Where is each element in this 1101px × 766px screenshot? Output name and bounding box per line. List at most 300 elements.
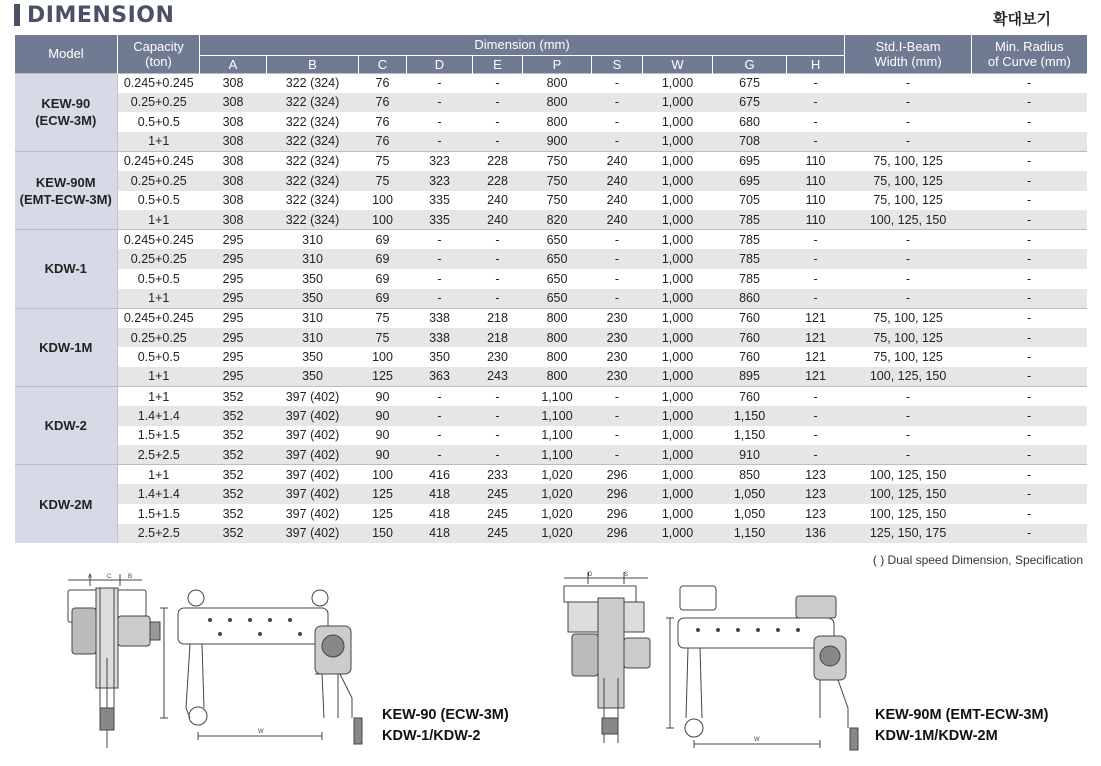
table-cell: - <box>972 289 1087 309</box>
table-cell: 800 <box>523 328 592 348</box>
table-cell: 708 <box>713 132 787 152</box>
table-cell: - <box>787 269 845 289</box>
table-cell: 121 <box>787 367 845 387</box>
table-cell: 308 <box>200 151 267 171</box>
table-row <box>15 426 1087 446</box>
model-name-line: (ECW-3M) <box>35 113 97 129</box>
table-cell: 0.25+0.25 <box>118 249 200 269</box>
table-row <box>15 465 1087 485</box>
table-cell: 650 <box>523 230 592 250</box>
table-cell: 397 (402) <box>267 484 359 504</box>
header-dim-e: E <box>473 55 523 73</box>
table-row <box>15 112 1087 132</box>
table-cell: 397 (402) <box>267 524 359 544</box>
table-cell: 322 (324) <box>267 132 359 152</box>
table-row <box>15 191 1087 211</box>
table-cell: 800 <box>523 308 592 328</box>
table-cell: - <box>592 269 643 289</box>
table-cell: 0.25+0.25 <box>118 93 200 113</box>
table-cell: 1+1 <box>118 465 200 485</box>
table-cell: - <box>845 445 972 465</box>
table-row <box>15 289 1087 309</box>
table-cell: 800 <box>523 347 592 367</box>
svg-text:W: W <box>754 737 760 743</box>
table-cell: 1,150 <box>713 406 787 426</box>
table-cell: 352 <box>200 387 267 407</box>
table-cell: - <box>473 387 523 407</box>
header-capacity <box>118 35 200 73</box>
right-drawing-caption <box>875 705 1048 747</box>
table-cell: 418 <box>407 524 473 544</box>
table-cell: 75 <box>359 308 407 328</box>
table-cell: 76 <box>359 132 407 152</box>
table-cell: 760 <box>713 387 787 407</box>
table-cell: - <box>407 249 473 269</box>
table-cell: - <box>972 230 1087 250</box>
table-cell: - <box>972 387 1087 407</box>
table-cell: 322 (324) <box>267 151 359 171</box>
table-cell: - <box>972 328 1087 348</box>
table-cell: 322 (324) <box>267 171 359 191</box>
model-cell <box>15 230 118 308</box>
table-cell: 76 <box>359 112 407 132</box>
model-name-line: KDW-1M <box>39 339 93 355</box>
table-cell: - <box>845 93 972 113</box>
table-cell: - <box>972 406 1087 426</box>
table-cell: 820 <box>523 210 592 230</box>
table-row <box>15 406 1087 426</box>
table-cell: - <box>787 445 845 465</box>
table-cell: 123 <box>787 465 845 485</box>
table-cell: 1,100 <box>523 387 592 407</box>
table-row <box>15 93 1087 113</box>
table-cell: 75, 100, 125 <box>845 151 972 171</box>
header-radius-line1: Min. Radius <box>995 38 1064 54</box>
table-cell: 310 <box>267 308 359 328</box>
table-cell: - <box>473 132 523 152</box>
table-cell: 675 <box>713 93 787 113</box>
table-cell: - <box>972 171 1087 191</box>
table-cell: 121 <box>787 347 845 367</box>
table-cell: 240 <box>592 191 643 211</box>
header-dim-c: C <box>359 55 407 73</box>
table-cell: 352 <box>200 426 267 446</box>
table-row <box>15 210 1087 230</box>
table-cell: 352 <box>200 406 267 426</box>
table-cell: 125 <box>359 367 407 387</box>
table-cell: 295 <box>200 308 267 328</box>
table-cell: 218 <box>473 328 523 348</box>
table-cell: 1,020 <box>523 524 592 544</box>
table-cell: 308 <box>200 132 267 152</box>
model-name-line: KDW-2 <box>44 418 87 434</box>
table-row <box>15 230 1087 250</box>
table-cell: 1,000 <box>643 171 713 191</box>
table-cell: 1,000 <box>643 132 713 152</box>
table-cell: 240 <box>592 210 643 230</box>
table-cell: 352 <box>200 504 267 524</box>
table-cell: 295 <box>200 328 267 348</box>
table-cell: 650 <box>523 269 592 289</box>
table-cell: 295 <box>200 289 267 309</box>
table-cell: 695 <box>713 171 787 191</box>
table-cell: 785 <box>713 210 787 230</box>
table-cell: 125 <box>359 484 407 504</box>
table-cell: 245 <box>473 504 523 524</box>
drawing-kew-90m-kdw-m <box>558 568 870 756</box>
table-cell: 0.5+0.5 <box>118 347 200 367</box>
table-cell: 1,020 <box>523 504 592 524</box>
table-cell: - <box>972 93 1087 113</box>
table-cell: 1,150 <box>713 426 787 446</box>
table-cell: 352 <box>200 524 267 544</box>
table-cell: 397 (402) <box>267 445 359 465</box>
table-cell: 1,050 <box>713 484 787 504</box>
table-cell: 100, 125, 150 <box>845 504 972 524</box>
table-cell: - <box>787 289 845 309</box>
table-cell: 75 <box>359 151 407 171</box>
table-cell: 0.5+0.5 <box>118 269 200 289</box>
model-cell <box>15 308 118 386</box>
table-cell: 296 <box>592 504 643 524</box>
table-cell: 123 <box>787 484 845 504</box>
table-cell: 75, 100, 125 <box>845 308 972 328</box>
table-cell: 230 <box>592 347 643 367</box>
table-cell: - <box>592 289 643 309</box>
table-cell: 1.5+1.5 <box>118 504 200 524</box>
table-cell: 397 (402) <box>267 406 359 426</box>
table-row <box>15 171 1087 191</box>
table-cell: 308 <box>200 93 267 113</box>
table-cell: 650 <box>523 249 592 269</box>
table-cell: 1,100 <box>523 406 592 426</box>
table-cell: - <box>407 269 473 289</box>
table-cell: 100 <box>359 465 407 485</box>
table-cell: 240 <box>592 171 643 191</box>
table-cell: 1.4+1.4 <box>118 406 200 426</box>
header-dimension: Dimension (mm) <box>200 35 845 55</box>
table-cell: 0.245+0.245 <box>118 308 200 328</box>
table-cell: 230 <box>592 367 643 387</box>
table-cell: 1,020 <box>523 484 592 504</box>
table-cell: - <box>592 112 643 132</box>
table-cell: 675 <box>713 73 787 93</box>
table-row <box>15 367 1087 387</box>
table-cell: - <box>473 93 523 113</box>
table-body <box>15 73 1087 543</box>
table-cell: - <box>972 465 1087 485</box>
table-cell: 350 <box>267 367 359 387</box>
model-cell <box>15 465 118 543</box>
table-cell: 69 <box>359 249 407 269</box>
header-dim-w: W <box>643 55 713 73</box>
table-cell: 850 <box>713 465 787 485</box>
table-cell: - <box>845 112 972 132</box>
table-cell: - <box>592 132 643 152</box>
table-cell: 1,000 <box>643 249 713 269</box>
table-cell: 228 <box>473 171 523 191</box>
table-cell: 240 <box>473 191 523 211</box>
table-row <box>15 484 1087 504</box>
header-dim-d: D <box>407 55 473 73</box>
table-cell: 760 <box>713 328 787 348</box>
table-cell: 230 <box>592 328 643 348</box>
table-cell: 240 <box>592 151 643 171</box>
header-radius-line2: of Curve (mm) <box>987 53 1071 69</box>
table-cell: 1,000 <box>643 112 713 132</box>
model-name-line: KDW-1 <box>44 261 87 277</box>
table-cell: 1,050 <box>713 504 787 524</box>
table-cell: - <box>972 249 1087 269</box>
table-cell: 100 <box>359 191 407 211</box>
table-cell: 295 <box>200 269 267 289</box>
table-cell: 1.4+1.4 <box>118 484 200 504</box>
table-cell: 418 <box>407 504 473 524</box>
table-cell: 750 <box>523 151 592 171</box>
table-cell: 228 <box>473 151 523 171</box>
table-cell: 338 <box>407 308 473 328</box>
model-name-line: KDW-2M <box>39 496 93 512</box>
table-cell: 90 <box>359 426 407 446</box>
table-cell: - <box>972 484 1087 504</box>
table-cell: - <box>845 73 972 93</box>
table-cell: 0.245+0.245 <box>118 151 200 171</box>
drawing-kew-90-kdw <box>60 568 370 756</box>
model-cell <box>15 387 118 465</box>
table-cell: 750 <box>523 191 592 211</box>
table-cell: 1+1 <box>118 289 200 309</box>
table-cell: - <box>592 387 643 407</box>
table-cell: - <box>407 387 473 407</box>
table-cell: 800 <box>523 112 592 132</box>
table-cell: 310 <box>267 230 359 250</box>
table-cell: 1,100 <box>523 445 592 465</box>
table-cell: - <box>845 406 972 426</box>
table-cell: 243 <box>473 367 523 387</box>
table-cell: 233 <box>473 465 523 485</box>
table-cell: 350 <box>407 347 473 367</box>
table-cell: 90 <box>359 406 407 426</box>
table-cell: 2.5+2.5 <box>118 445 200 465</box>
table-cell: 296 <box>592 484 643 504</box>
table-cell: 1,000 <box>643 328 713 348</box>
table-cell: 785 <box>713 269 787 289</box>
table-cell: 900 <box>523 132 592 152</box>
header-capacity-line1: Capacity <box>133 38 184 54</box>
table-cell: 296 <box>592 524 643 544</box>
table-cell: 350 <box>267 269 359 289</box>
table-cell: - <box>407 426 473 446</box>
table-cell: 110 <box>787 191 845 211</box>
table-cell: 100 <box>359 347 407 367</box>
svg-text:B: B <box>128 574 133 580</box>
table-cell: 90 <box>359 445 407 465</box>
table-cell: - <box>972 132 1087 152</box>
table-row <box>15 387 1087 407</box>
table-cell: 123 <box>787 504 845 524</box>
svg-text:C: C <box>107 574 112 580</box>
table-row <box>15 504 1087 524</box>
table-cell: 1+1 <box>118 387 200 407</box>
zoom-button[interactable]: 확대보기 <box>993 10 1051 28</box>
table-cell: 1,000 <box>643 426 713 446</box>
table-cell: 90 <box>359 387 407 407</box>
header-beam-width <box>845 35 972 73</box>
table-row <box>15 151 1087 171</box>
table-cell: - <box>407 230 473 250</box>
table-cell: 322 (324) <box>267 210 359 230</box>
table-cell: 0.245+0.245 <box>118 230 200 250</box>
table-cell: 230 <box>592 308 643 328</box>
table-cell: - <box>592 73 643 93</box>
table-cell: - <box>972 210 1087 230</box>
table-cell: 1,000 <box>643 151 713 171</box>
table-row <box>15 269 1087 289</box>
table-cell: - <box>592 406 643 426</box>
table-cell: 418 <box>407 484 473 504</box>
table-cell: 125, 150, 175 <box>845 524 972 544</box>
header-min-radius <box>972 35 1087 73</box>
table-cell: - <box>845 387 972 407</box>
table-cell: 352 <box>200 484 267 504</box>
table-cell: 1,150 <box>713 524 787 544</box>
dual-speed-note: ( ) Dual speed Dimension, Specification <box>872 553 1083 567</box>
table-cell: 245 <box>473 484 523 504</box>
table-cell: 75 <box>359 328 407 348</box>
header-model: Model <box>15 35 118 73</box>
dimension-table <box>14 35 1087 543</box>
table-cell: - <box>473 230 523 250</box>
table-row <box>15 249 1087 269</box>
page-title: DIMENSION <box>27 2 175 28</box>
table-cell: - <box>972 112 1087 132</box>
table-cell: 760 <box>713 347 787 367</box>
table-cell: - <box>972 524 1087 544</box>
svg-text:S: S <box>624 572 629 578</box>
table-cell: - <box>592 230 643 250</box>
table-cell: 230 <box>473 347 523 367</box>
table-cell: 1+1 <box>118 367 200 387</box>
table-cell: 125 <box>359 504 407 524</box>
table-cell: 308 <box>200 191 267 211</box>
table-cell: 1,000 <box>643 269 713 289</box>
table-cell: 680 <box>713 112 787 132</box>
table-cell: 322 (324) <box>267 191 359 211</box>
table-cell: 69 <box>359 269 407 289</box>
table-cell: 121 <box>787 308 845 328</box>
table-cell: 322 (324) <box>267 73 359 93</box>
table-cell: 1,000 <box>643 504 713 524</box>
table-cell: - <box>473 112 523 132</box>
table-cell: 363 <box>407 367 473 387</box>
table-cell: 1,000 <box>643 406 713 426</box>
table-cell: 1,020 <box>523 465 592 485</box>
header-dim-g: G <box>713 55 787 73</box>
svg-text:A: A <box>88 574 93 580</box>
table-cell: 800 <box>523 73 592 93</box>
header-dim-a: A <box>200 55 267 73</box>
table-cell: - <box>407 445 473 465</box>
table-cell: - <box>845 249 972 269</box>
table-row <box>15 308 1087 328</box>
table-cell: 1,000 <box>643 73 713 93</box>
header-beam-line1: Std.I-Beam <box>875 38 941 54</box>
model-cell <box>15 73 118 151</box>
table-cell: 1,100 <box>523 426 592 446</box>
table-cell: 1,000 <box>643 367 713 387</box>
table-row <box>15 328 1087 348</box>
table-cell: - <box>972 73 1087 93</box>
table-cell: - <box>845 269 972 289</box>
model-name-line: (EMT-ECW-3M) <box>19 191 112 207</box>
table-cell: - <box>473 426 523 446</box>
section-heading <box>14 2 174 28</box>
table-cell: 1,000 <box>643 445 713 465</box>
header-capacity-line2: (ton) <box>145 53 172 69</box>
table-cell: 150 <box>359 524 407 544</box>
table-row <box>15 347 1087 367</box>
table-cell: 2.5+2.5 <box>118 524 200 544</box>
table-cell: 800 <box>523 93 592 113</box>
table-cell: - <box>972 426 1087 446</box>
table-cell: 1,000 <box>643 93 713 113</box>
table-cell: - <box>407 112 473 132</box>
table-cell: - <box>972 191 1087 211</box>
table-cell: - <box>787 73 845 93</box>
table-cell: 308 <box>200 73 267 93</box>
table-cell: 0.5+0.5 <box>118 191 200 211</box>
table-cell: 705 <box>713 191 787 211</box>
table-cell: 397 (402) <box>267 387 359 407</box>
table-cell: 895 <box>713 367 787 387</box>
table-cell: 100, 125, 150 <box>845 484 972 504</box>
table-cell: 323 <box>407 171 473 191</box>
table-cell: 1,000 <box>643 210 713 230</box>
table-cell: 0.5+0.5 <box>118 112 200 132</box>
table-cell: - <box>407 73 473 93</box>
table-cell: 110 <box>787 171 845 191</box>
table-cell: 1,000 <box>643 524 713 544</box>
table-cell: - <box>787 387 845 407</box>
table-cell: 75 <box>359 171 407 191</box>
table-cell: 110 <box>787 151 845 171</box>
table-cell: - <box>787 406 845 426</box>
table-cell: 100, 125, 150 <box>845 465 972 485</box>
right-caption-line2: KDW-1M/KDW-2M <box>875 728 998 744</box>
table-cell: 308 <box>200 171 267 191</box>
model-cell <box>15 151 118 229</box>
table-cell: 1,000 <box>643 465 713 485</box>
table-cell: 75, 100, 125 <box>845 171 972 191</box>
table-cell: - <box>845 289 972 309</box>
table-cell: 397 (402) <box>267 504 359 524</box>
table-cell: - <box>592 93 643 113</box>
header-dim-s: S <box>592 55 643 73</box>
table-row <box>15 445 1087 465</box>
table-cell: - <box>407 406 473 426</box>
left-drawing-caption <box>382 705 509 747</box>
table-cell: - <box>407 93 473 113</box>
table-cell: 397 (402) <box>267 426 359 446</box>
table-cell: 335 <box>407 191 473 211</box>
table-cell: 296 <box>592 465 643 485</box>
table-cell: 352 <box>200 465 267 485</box>
table-cell: - <box>592 426 643 446</box>
table-cell: - <box>787 230 845 250</box>
table-cell: 860 <box>713 289 787 309</box>
table-cell: 0.25+0.25 <box>118 171 200 191</box>
table-cell: 218 <box>473 308 523 328</box>
